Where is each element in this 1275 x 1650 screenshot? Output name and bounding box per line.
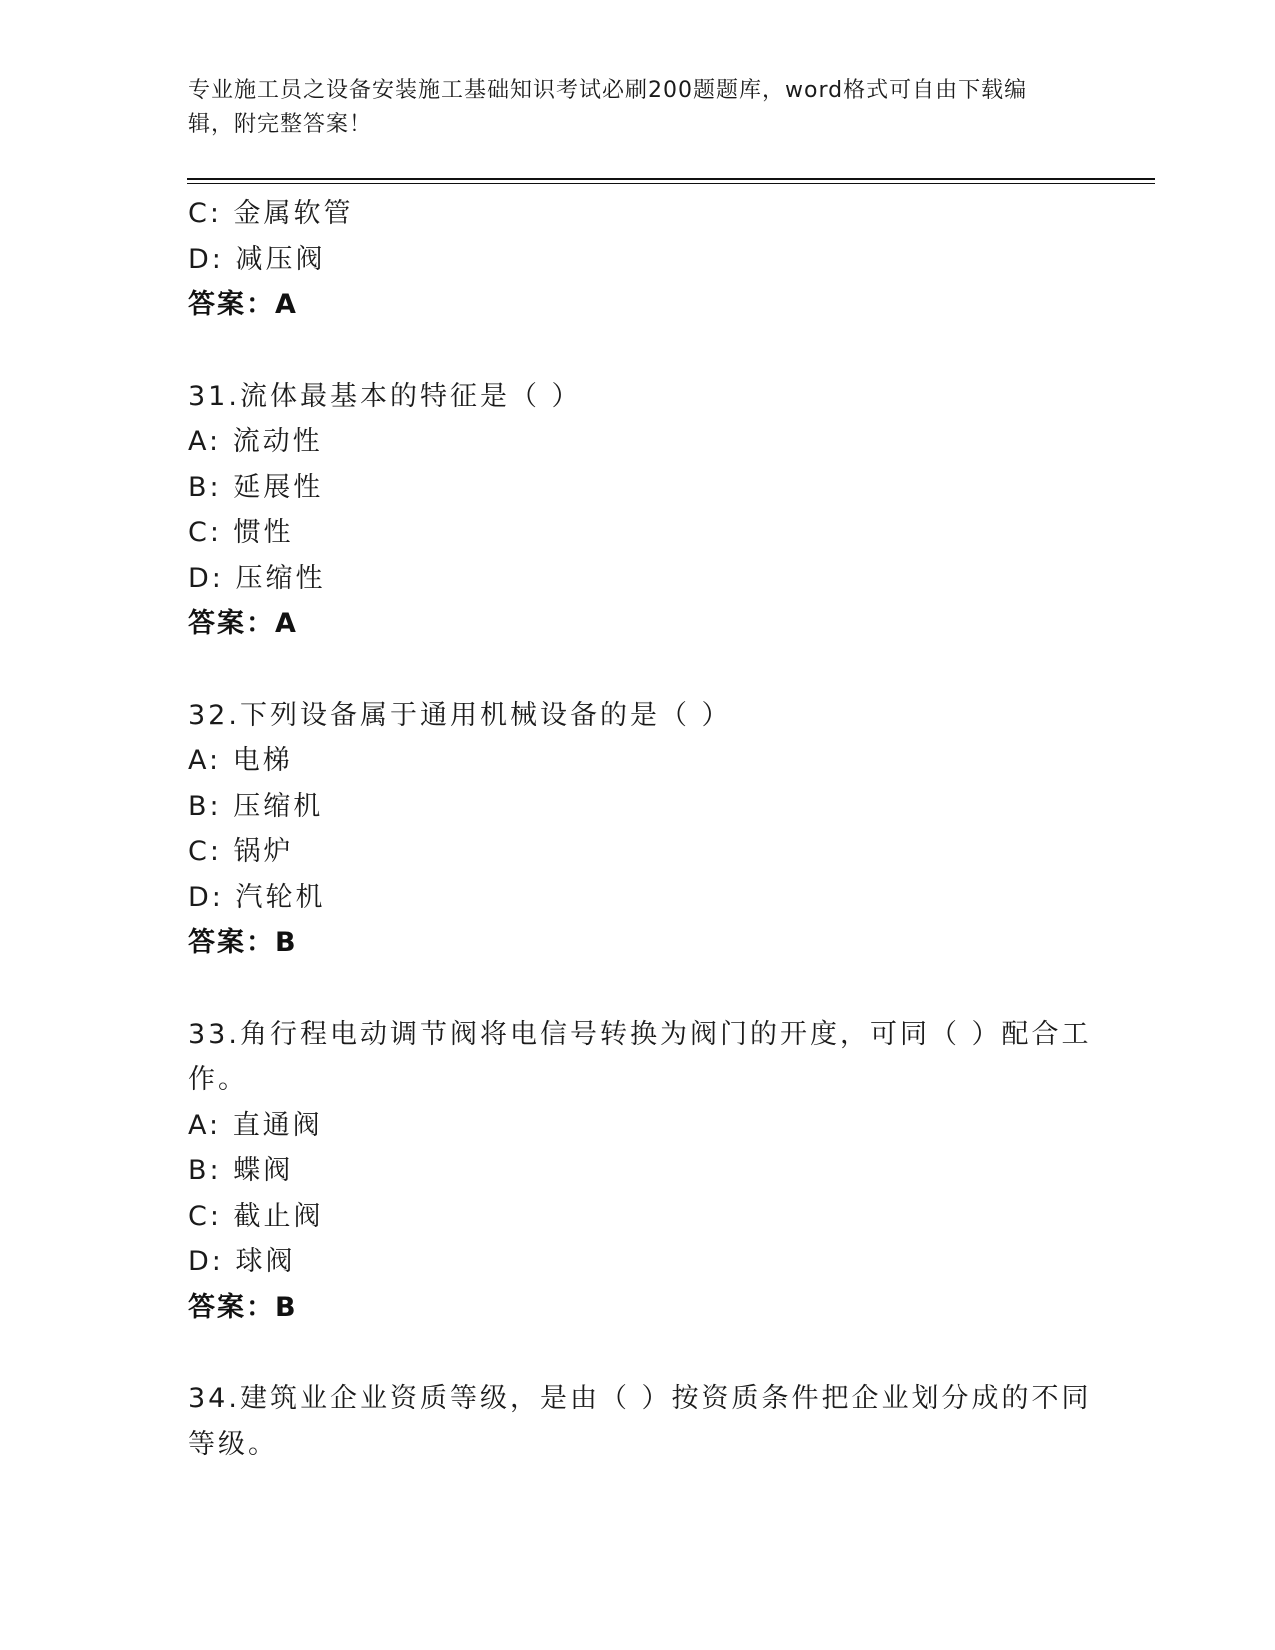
- option-letter: C:: [188, 517, 222, 548]
- question-stem: 31.流体最基本的特征是（ ）: [188, 380, 582, 412]
- spacer: [188, 647, 1068, 693]
- question-stem-line-1: 34.建筑业企业资质等级，是由（ ）按资质条件把企业划分成的不同: [188, 1383, 1092, 1414]
- option-text: 金属软管: [233, 198, 354, 229]
- question-stem: 32.下列设备属于通用机械设备的是（ ）: [188, 699, 732, 731]
- option-text: 压缩机: [233, 790, 324, 822]
- answer-line: 答案：B: [188, 1291, 298, 1323]
- question-33: [188, 1012, 1092, 1331]
- question-31: [188, 374, 1068, 647]
- option-letter: B:: [188, 790, 222, 822]
- option-text: 惯性: [233, 517, 294, 548]
- option-c: [188, 1194, 1068, 1240]
- option-letter: D:: [188, 1246, 224, 1277]
- option-letter: B:: [188, 1155, 222, 1186]
- option-letter: C:: [188, 198, 222, 229]
- option-b: [188, 1148, 1068, 1194]
- option-b: [188, 784, 1068, 830]
- option-text: 减压阀: [235, 243, 326, 275]
- question-32: [188, 693, 1068, 966]
- option-d: [188, 237, 1068, 283]
- option-letter: D:: [188, 243, 224, 275]
- option-letter: A:: [188, 1109, 222, 1141]
- option-letter: C:: [188, 1200, 222, 1232]
- option-text: 电梯: [232, 745, 293, 776]
- option-text: 直通阀: [232, 1109, 323, 1141]
- option-text: 锅炉: [233, 836, 294, 867]
- option-text: 延展性: [233, 471, 324, 503]
- spacer: [188, 328, 1068, 374]
- option-letter: C:: [188, 836, 222, 867]
- spacer: [188, 966, 1068, 1012]
- option-letter: D:: [188, 562, 224, 594]
- option-d: [188, 875, 1068, 921]
- option-text: 汽轮机: [235, 881, 326, 913]
- answer-line: 答案：A: [188, 289, 298, 320]
- question-34: [188, 1376, 1092, 1467]
- question-stem-line-2: 作。: [188, 1064, 248, 1095]
- option-letter: A:: [188, 745, 222, 776]
- option-a: [188, 1103, 1068, 1149]
- question-30-continued: [188, 191, 1068, 328]
- option-text: 流动性: [232, 426, 323, 457]
- option-c: [188, 510, 1068, 556]
- option-d: [188, 1239, 1068, 1285]
- option-text: 截止阀: [233, 1200, 324, 1232]
- answer-line: 答案：A: [188, 608, 298, 639]
- option-letter: A:: [188, 426, 222, 457]
- option-letter: B:: [188, 471, 222, 503]
- option-d: [188, 556, 1068, 602]
- option-c: [188, 829, 1068, 875]
- question-stem-line-1: 33.角行程电动调节阀将电信号转换为阀门的开度，可同（ ）配合工: [188, 1018, 1092, 1050]
- header-rule-thick: [187, 178, 1155, 180]
- answer-line: 答案：B: [188, 927, 298, 958]
- option-text: 蝶阀: [233, 1155, 294, 1186]
- option-b: [188, 465, 1068, 511]
- option-a: [188, 419, 1068, 465]
- option-a: [188, 738, 1068, 784]
- option-letter: D:: [188, 881, 224, 913]
- header-rule-thin: [187, 183, 1155, 184]
- question-stem-line-2: 等级。: [188, 1428, 278, 1460]
- option-text: 球阀: [235, 1246, 296, 1277]
- page-header: 专业施工员之设备安装施工基础知识考试必刷200题题库，word格式可自由下载编辑，附完整答案！: [188, 78, 1028, 137]
- question-content: [188, 191, 1092, 1467]
- option-text: 压缩性: [235, 562, 326, 594]
- option-c: [188, 191, 1068, 237]
- spacer: [188, 1330, 1068, 1376]
